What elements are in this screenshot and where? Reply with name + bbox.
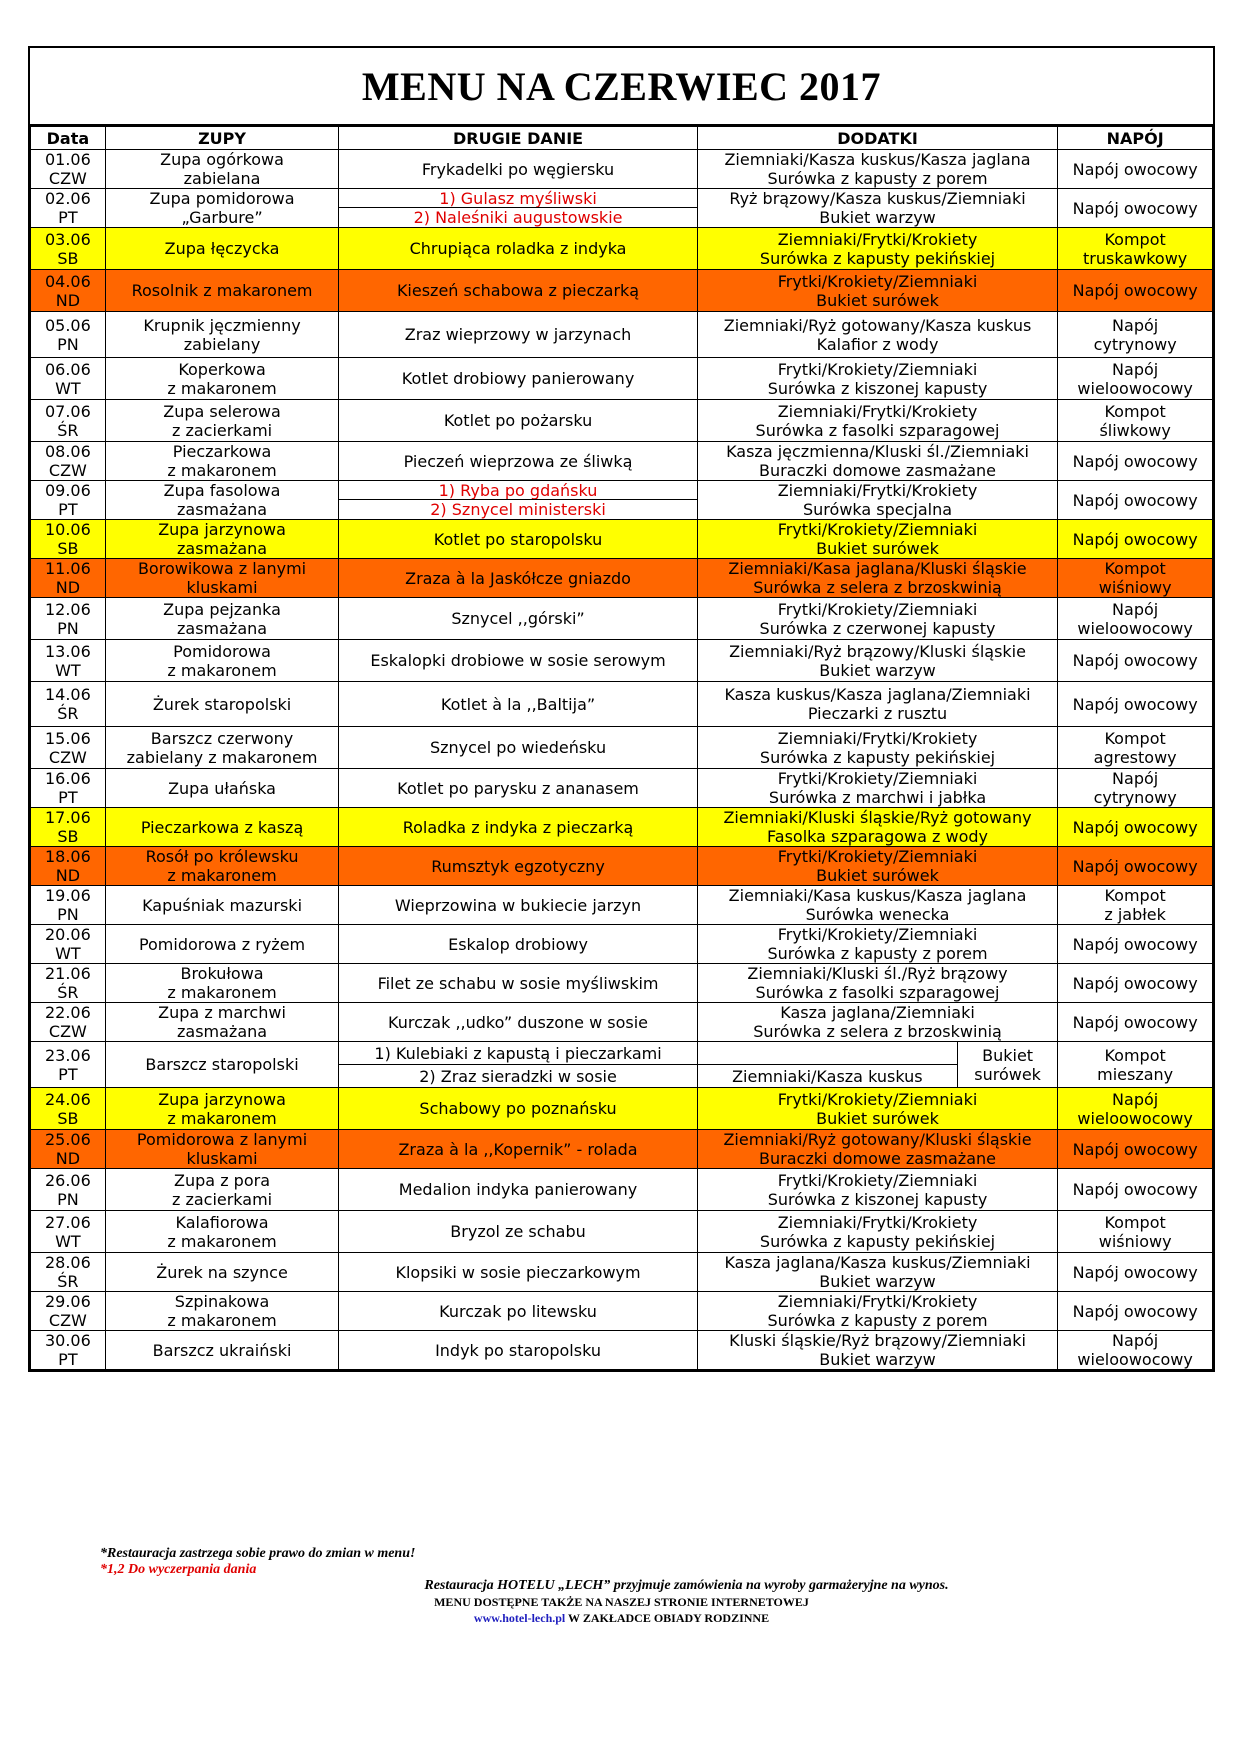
sides-cell: Ziemniaki/Ryż gotowany/Kasza kuskus Kalafior z wody [697,312,1058,358]
sides-cell: Frytki/Krokiety/Ziemniaki Bukiet surówek [697,270,1058,312]
date-cell: 18.06 ND [30,847,106,886]
table-row [30,769,1214,808]
date-cell: 04.06 ND [30,270,106,312]
soup-cell: Zupa z pora z zacierkami [105,1169,339,1211]
note-disclaimer: *Restauracja zastrzega sobie prawo do zmian w menu! [100,1546,416,1561]
soup-cell: Barszcz ukraiński [105,1331,339,1371]
date-cell: 05.06 PN [30,312,106,358]
sides-cell: Ziemniaki/Frytki/Krokiety Surówka z kapusty pekińskiej [697,727,1058,769]
main-dish-cell: Klopsiki w sosie pieczarkowym [339,1253,697,1292]
drink-cell: Napój owocowy [1058,808,1214,847]
table-row [30,1253,1214,1292]
soup-cell: Zupa fasolowa zasmażana [105,481,339,520]
table-row [30,964,1214,1003]
header-drink: NAPÓJ [1058,126,1214,150]
drink-cell: Napój owocowy [1058,847,1214,886]
header-soup: ZUPY [105,126,339,150]
table-row [30,640,1214,682]
drink-cell: Napój owocowy [1058,1003,1214,1042]
soup-cell: Żurek staropolski [105,682,339,727]
table-row [30,1088,1214,1130]
drink-cell: Napój owocowy [1058,682,1214,727]
soup-cell: Kapuśniak mazurski [105,886,339,925]
date-cell: 19.06 PN [30,886,106,925]
drink-cell: Napój owocowy [1058,1253,1214,1292]
drink-cell: Napój cytrynowy [1058,312,1214,358]
main-dish-option-1: 1) Gulasz myśliwski [339,189,697,208]
sides-cell: Ziemniaki/Kasa kuskus/Kasza jaglana Surówka wenecka [697,886,1058,925]
main-dish-cell: Kurczak po litewsku [339,1292,697,1331]
sides-cell-bottom: Ziemniaki/Kasza kuskus [697,1065,957,1088]
main-dish-cell: Schabowy po poznańsku [339,1088,697,1130]
note-link-rest: W ZAKŁADCE OBIADY RODZINNE [565,1611,770,1625]
main-dish-option-1: 1) Ryba po gdańsku [339,481,697,500]
sides-cell-top [697,1042,957,1065]
table-row [30,1169,1214,1211]
table-row [30,189,1214,208]
main-dish-option-2: 2) Zraz sieradzki w sosie [339,1065,697,1088]
date-cell: 29.06 CZW [30,1292,106,1331]
drink-cell: Napój owocowy [1058,270,1214,312]
main-dish-cell: Kieszeń schabowa z pieczarką [339,270,697,312]
sides-cell: Ziemniaki/Frytki/Krokiety Surówka z kapusty z porem [697,1292,1058,1331]
main-dish-cell: Eskalop drobiowy [339,925,697,964]
website-link[interactable]: www.hotel-lech.pl [473,1611,566,1625]
table-row [30,886,1214,925]
drink-cell: Napój owocowy [1058,1130,1214,1169]
table-row [30,1292,1214,1331]
sides-cell: Ziemniaki/Kluski śląskie/Ryż gotowany Fasolka szparagowa z wody [697,808,1058,847]
main-dish-cell: Roladka z indyka z pieczarką [339,808,697,847]
date-cell: 14.06 ŚR [30,682,106,727]
table-row [30,598,1214,640]
table-row [30,520,1214,559]
drink-cell: Napój owocowy [1058,520,1214,559]
date-cell: 02.06 PT [30,189,106,228]
date-cell: 03.06 SB [30,228,106,270]
drink-cell: Napój owocowy [1058,189,1214,228]
date-cell: 06.06 WT [30,358,106,400]
main-dish-cell: Indyk po staropolsku [339,1331,697,1371]
date-cell: 25.06 ND [30,1130,106,1169]
sides-cell: Ziemniaki/Kasza kuskus/Kasza jaglana Surówka z kapusty z porem [697,150,1058,189]
date-cell: 28.06 ŚR [30,1253,106,1292]
table-row [30,1211,1214,1253]
drink-cell: Napój owocowy [1058,442,1214,481]
soup-cell: Borowikowa z lanymi kluskami [105,559,339,598]
sides-cell: Frytki/Krokiety/Ziemniaki Bukiet surówek [697,1088,1058,1130]
soup-cell: Krupnik jęczmienny zabielany [105,312,339,358]
soup-cell: Rosolnik z makaronem [105,270,339,312]
main-dish-cell: Pieczeń wieprzowa ze śliwką [339,442,697,481]
date-cell: 22.06 CZW [30,1003,106,1042]
date-cell: 17.06 SB [30,808,106,847]
table-row [30,481,1214,500]
soup-cell: Barszcz staropolski [105,1042,339,1088]
drink-cell: Kompot wiśniowy [1058,1211,1214,1253]
date-cell: 15.06 CZW [30,727,106,769]
table-row [30,1331,1214,1371]
table-row [30,312,1214,358]
sides-cell: Frytki/Krokiety/Ziemniaki Bukiet surówek [697,520,1058,559]
drink-cell: Napój cytrynowy [1058,769,1214,808]
table-row [30,358,1214,400]
note-link-line [28,1610,1215,1626]
soup-cell: Zupa ogórkowa zabielana [105,150,339,189]
menu-table [28,124,1215,1372]
sides-cell: Kasza jaglana/Ziemniaki Surówka z selera z brzoskwinią [697,1003,1058,1042]
soup-cell: Pieczarkowa z makaronem [105,442,339,481]
table-row [30,400,1214,442]
main-dish-cell: Kotlet po parysku z ananasem [339,769,697,808]
main-dish-cell: Kotlet à la ,,Baltija” [339,682,697,727]
note-takeaway: Restauracja HOTELU „LECH” przyjmuje zamówienia na wyroby garmażeryjne na wynos. [424,1578,949,1593]
drink-cell: Napój wieloowocowy [1058,598,1214,640]
main-dish-cell: Sznycel po wiedeńsku [339,727,697,769]
main-dish-cell: Frykadelki po węgiersku [339,150,697,189]
soup-cell: Zupa jarzynowa zasmażana [105,520,339,559]
soup-cell: Pomidorowa z ryżem [105,925,339,964]
date-cell: 10.06 SB [30,520,106,559]
soup-cell: Barszcz czerwony zabielany z makaronem [105,727,339,769]
table-row [30,442,1214,481]
date-cell: 11.06 ND [30,559,106,598]
main-dish-cell: Sznycel ,,górski” [339,598,697,640]
page-title: MENU NA CZERWIEC 2017 [361,63,882,109]
table-row [30,1042,1214,1065]
drink-cell: Napój owocowy [1058,964,1214,1003]
table-row [30,682,1214,727]
sides-cell: Ziemniaki/Frytki/Krokiety Surówka z kapusty pekińskiej [697,228,1058,270]
drink-cell: Kompot śliwkowy [1058,400,1214,442]
header-sides: DODATKI [697,126,1058,150]
sides-cell: Frytki/Krokiety/Ziemniaki Surówka z marchwi i jabłka [697,769,1058,808]
date-cell: 20.06 WT [30,925,106,964]
soup-cell: Brokułowa z makaronem [105,964,339,1003]
drink-cell: Napój wieloowocowy [1058,1088,1214,1130]
sides-cell: Ziemniaki/Kasa jaglana/Kluski śląskie Surówka z selera z brzoskwinią [697,559,1058,598]
menu-sheet [28,46,1215,1372]
table-row [30,808,1214,847]
note-limited: *1,2 Do wyczerpania dania [100,1562,257,1577]
main-dish-cell: Zraz wieprzowy w jarzynach [339,312,697,358]
table-row [30,228,1214,270]
table-row [30,727,1214,769]
footer-notes [28,1546,1215,1626]
sides-cell: Kasza kuskus/Kasza jaglana/Ziemniaki Pieczarki z rusztu [697,682,1058,727]
soup-cell: Zupa pejzanka zasmażana [105,598,339,640]
main-dish-option-1: 1) Kulebiaki z kapustą i pieczarkami [339,1042,697,1065]
sides-cell: Ryż brązowy/Kasza kuskus/Ziemniaki Bukiet warzyw [697,189,1058,228]
drink-cell: Kompot agrestowy [1058,727,1214,769]
drink-cell: Napój owocowy [1058,925,1214,964]
drink-cell: Napój owocowy [1058,640,1214,682]
soup-cell: Kalafiorowa z makaronem [105,1211,339,1253]
soup-cell: Zupa z marchwi zasmażana [105,1003,339,1042]
soup-cell: Zupa pomidorowa „Garbure” [105,189,339,228]
main-dish-cell: Kotlet po staropolsku [339,520,697,559]
main-dish-cell: Zraza à la Jaskółcze gniazdo [339,559,697,598]
soup-cell: Pieczarkowa z kaszą [105,808,339,847]
sides-cell: Ziemniaki/Frytki/Krokiety Surówka z kapusty pekińskiej [697,1211,1058,1253]
date-cell: 09.06 PT [30,481,106,520]
drink-cell: Napój wieloowocowy [1058,1331,1214,1371]
drink-cell: Kompot wiśniowy [1058,559,1214,598]
main-dish-cell: Wieprzowina w bukiecie jarzyn [339,886,697,925]
drink-cell: Napój owocowy [1058,1169,1214,1211]
sides-cell-right: Bukiet surówek [957,1042,1057,1088]
soup-cell: Zupa ułańska [105,769,339,808]
table-row [30,559,1214,598]
sides-cell: Frytki/Krokiety/Ziemniaki Surówka z kiszonej kapusty [697,358,1058,400]
date-cell: 07.06 ŚR [30,400,106,442]
date-cell: 24.06 SB [30,1088,106,1130]
drink-cell: Kompot mieszany [1058,1042,1214,1088]
date-cell: 26.06 PN [30,1169,106,1211]
main-dish-cell: Chrupiąca roladka z indyka [339,228,697,270]
table-row [30,270,1214,312]
main-dish-cell: Medalion indyka panierowany [339,1169,697,1211]
sides-cell: Frytki/Krokiety/Ziemniaki Surówka z kapusty z porem [697,925,1058,964]
main-dish-cell: Kotlet po pożarsku [339,400,697,442]
sides-cell: Kasza jęczmienna/Kluski śl./Ziemniaki Buraczki domowe zasmażane [697,442,1058,481]
soup-cell: Zupa selerowa z zacierkami [105,400,339,442]
sides-cell: Ziemniaki/Frytki/Krokiety Surówka specjalna [697,481,1058,520]
table-row [30,1130,1214,1169]
table-row [30,925,1214,964]
note-website: MENU DOSTĘPNE TAKŻE NA NASZEJ STRONIE INTERNETOWEJ [434,1595,809,1609]
date-cell: 12.06 PN [30,598,106,640]
drink-cell: Napój owocowy [1058,150,1214,189]
table-row [30,150,1214,189]
main-dish-cell: Rumsztyk egzotyczny [339,847,697,886]
main-dish-cell: Bryzol ze schabu [339,1211,697,1253]
sides-cell: Frytki/Krokiety/Ziemniaki Surówka z czerwonej kapusty [697,598,1058,640]
main-dish-cell: Kotlet drobiowy panierowany [339,358,697,400]
date-cell: 13.06 WT [30,640,106,682]
title-box [28,46,1215,124]
main-dish-cell: Zraza à la ,,Kopernik” - rolada [339,1130,697,1169]
main-dish-cell: Eskalopki drobiowe w sosie serowym [339,640,697,682]
sides-cell: Kasza jaglana/Kasza kuskus/Ziemniaki Bukiet warzyw [697,1253,1058,1292]
sides-cell: Frytki/Krokiety/Ziemniaki Bukiet surówek [697,847,1058,886]
drink-cell: Kompot z jabłek [1058,886,1214,925]
sides-cell: Ziemniaki/Ryż gotowany/Kluski śląskie Buraczki domowe zasmażane [697,1130,1058,1169]
table-row [30,847,1214,886]
drink-cell: Napój owocowy [1058,481,1214,520]
sides-cell: Kluski śląskie/Ryż brązowy/Ziemniaki Bukiet warzyw [697,1331,1058,1371]
date-cell: 23.06 PT [30,1042,106,1088]
sides-cell: Ziemniaki/Kluski śl./Ryż brązowy Surówka z fasolki szparagowej [697,964,1058,1003]
header-main: DRUGIE DANIE [339,126,697,150]
main-dish-option-2: 2) Sznycel ministerski [339,500,697,520]
soup-cell: Zupa łęczycka [105,228,339,270]
soup-cell: Szpinakowa z makaronem [105,1292,339,1331]
date-cell: 01.06 CZW [30,150,106,189]
date-cell: 08.06 CZW [30,442,106,481]
soup-cell: Pomidorowa z makaronem [105,640,339,682]
date-cell: 27.06 WT [30,1211,106,1253]
drink-cell: Napój wieloowocowy [1058,358,1214,400]
soup-cell: Zupa jarzynowa z makaronem [105,1088,339,1130]
soup-cell: Koperkowa z makaronem [105,358,339,400]
date-cell: 21.06 ŚR [30,964,106,1003]
drink-cell: Napój owocowy [1058,1292,1214,1331]
drink-cell: Kompot truskawkowy [1058,228,1214,270]
sides-cell: Ziemniaki/Frytki/Krokiety Surówka z fasolki szparagowej [697,400,1058,442]
date-cell: 16.06 PT [30,769,106,808]
date-cell: 30.06 PT [30,1331,106,1371]
main-dish-cell: Kurczak ,,udko” duszone w sosie [339,1003,697,1042]
menu-body [30,150,1214,1371]
table-row [30,1003,1214,1042]
sides-cell: Ziemniaki/Ryż brązowy/Kluski śląskie Bukiet warzyw [697,640,1058,682]
header-row [30,126,1214,150]
header-date: Data [30,126,106,150]
soup-cell: Żurek na szynce [105,1253,339,1292]
sides-cell: Frytki/Krokiety/Ziemniaki Surówka z kiszonej kapusty [697,1169,1058,1211]
soup-cell: Rosół po królewsku z makaronem [105,847,339,886]
soup-cell: Pomidorowa z lanymi kluskami [105,1130,339,1169]
main-dish-option-2: 2) Naleśniki augustowskie [339,208,697,228]
main-dish-cell: Filet ze schabu w sosie myśliwskim [339,964,697,1003]
